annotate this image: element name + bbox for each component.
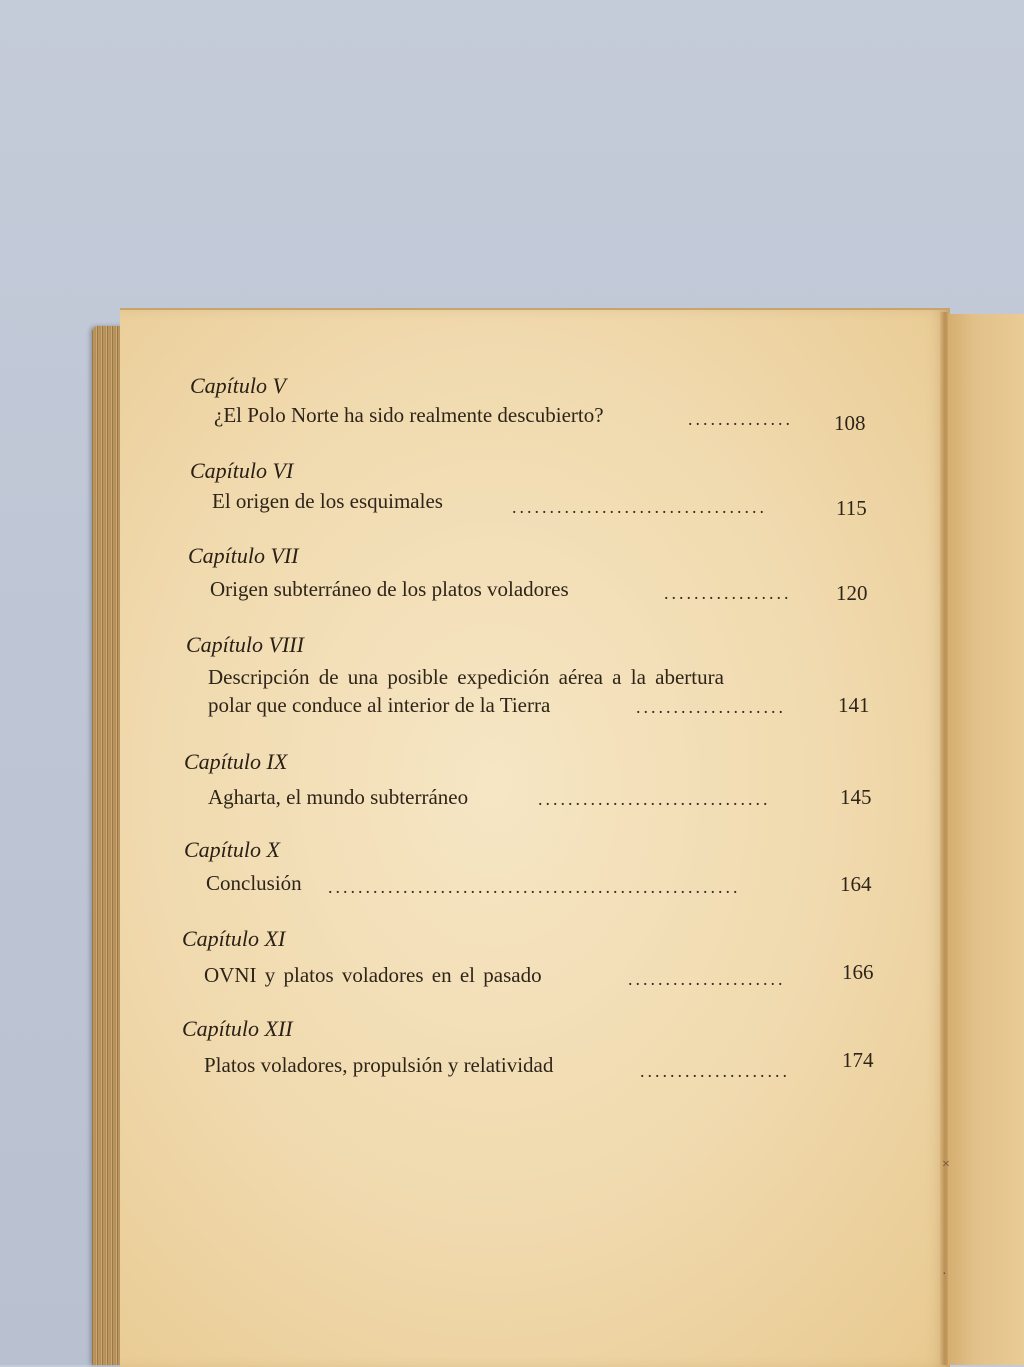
chapter-heading: Capítulo VI (190, 458, 294, 483)
chapter-title: Agharta, el mundo subterráneo (208, 785, 469, 809)
chapter-title: El origen de los esquimales (212, 489, 443, 513)
dot-leader: .................... (636, 697, 786, 717)
dot-leader: ............................... (538, 789, 771, 809)
chapter-heading: Capítulo X (184, 837, 280, 862)
binding-stitch: × (942, 1157, 950, 1172)
dot-leader: ....................................................... (328, 877, 741, 897)
chapter-heading: Capítulo VII (188, 543, 299, 568)
binding-stitch: · (942, 1267, 947, 1282)
chapter-heading: Capítulo IX (184, 749, 288, 774)
page-number: 164 (840, 872, 872, 896)
page-number: 141 (838, 693, 870, 717)
page-number: 174 (842, 1048, 874, 1072)
chapter-title: Platos voladores, propulsión y relatividad (204, 1053, 554, 1077)
chapter-title: OVNI y platos voladores en el pasado (204, 963, 542, 987)
dot-leader: ................. (664, 583, 792, 603)
dot-leader: ..................... (628, 969, 786, 989)
page-number: 166 (842, 960, 874, 984)
chapter-heading: Capítulo XII (182, 1016, 293, 1041)
chapter-title: polar que conduce al interior de la Tierra (208, 693, 551, 717)
chapter-heading: Capítulo V (190, 373, 286, 398)
chapter-title: Origen subterráneo de los platos voladores (210, 577, 569, 601)
chapter-title: Descripción de una posible expedición aérea a la abertura (208, 665, 724, 689)
dot-leader: .............. (688, 409, 793, 429)
dot-leader: .................................. (512, 497, 767, 517)
page-number: 145 (840, 785, 872, 809)
chapter-title: Conclusión (206, 871, 302, 895)
chapter-heading: Capítulo VIII (186, 632, 304, 657)
page-number: 115 (836, 496, 867, 520)
dot-leader: .................... (640, 1061, 790, 1081)
page-number: 120 (836, 581, 868, 605)
chapter-heading: Capítulo XI (182, 926, 286, 951)
page-number: 108 (834, 411, 866, 435)
chapter-title: ¿El Polo Norte ha sido realmente descubierto? (214, 403, 604, 427)
